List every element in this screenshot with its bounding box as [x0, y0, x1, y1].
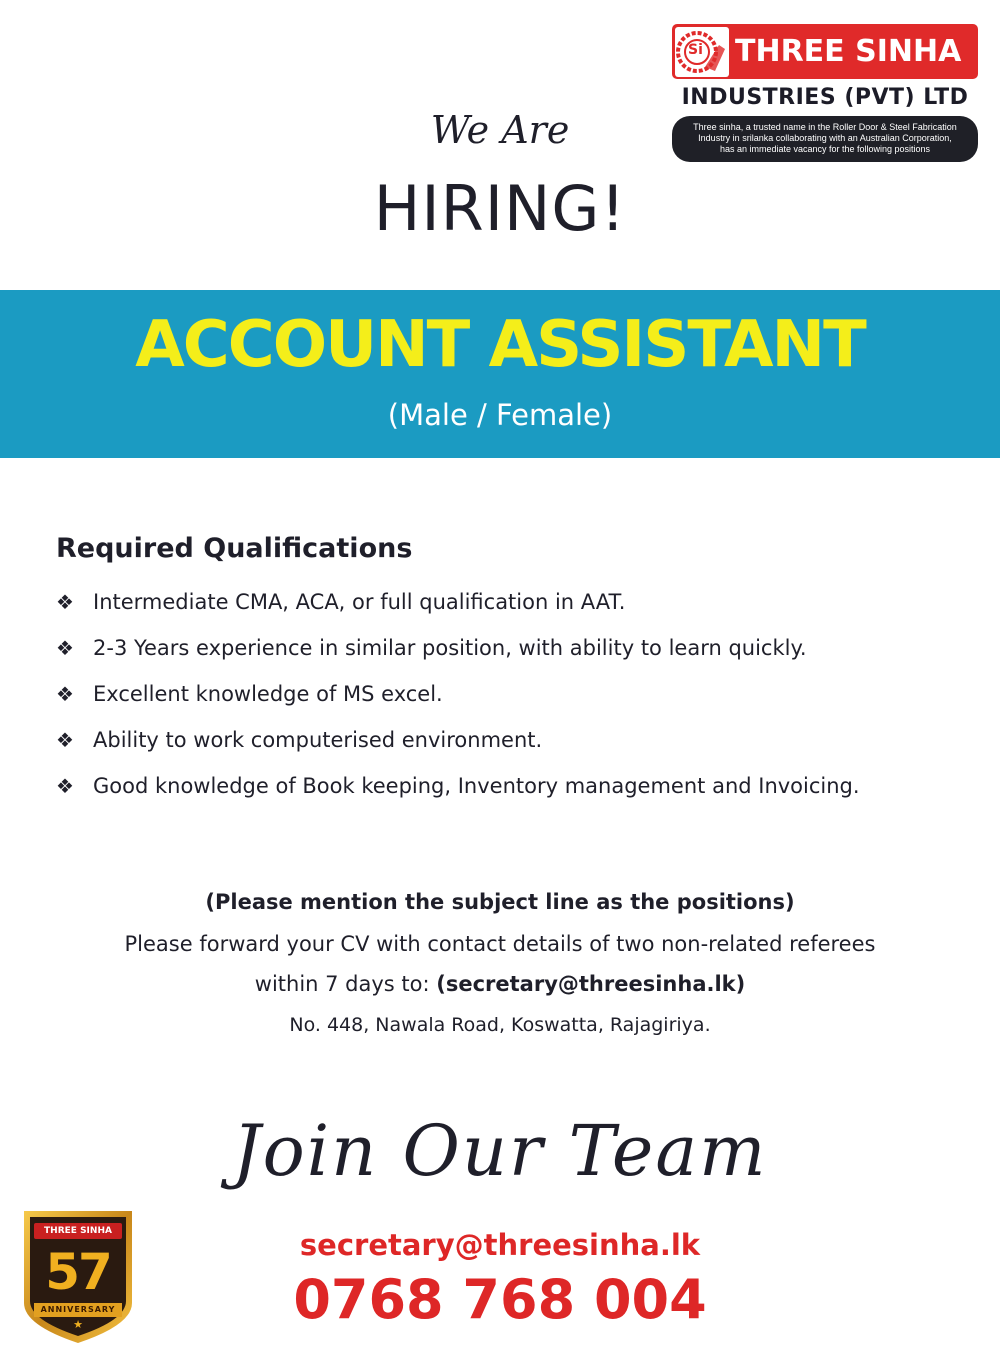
join-our-team-script: Join Our Team — [232, 1110, 768, 1192]
anniversary-badge — [20, 1207, 136, 1345]
logo-tagline — [672, 116, 978, 162]
tagline-line: has an immediate vacancy for the following positions — [719, 144, 931, 154]
logo-subtitle: INDUSTRIES (PVT) LTD — [681, 85, 969, 110]
hiring-heading: HIRING! — [373, 172, 627, 245]
badge-label: ANNIVERSARY — [34, 1303, 122, 1317]
list-item — [56, 774, 860, 820]
list-item — [56, 682, 860, 728]
diamond-bullet-icon: ❖ — [56, 728, 74, 752]
company-address: No. 448, Nawala Road, Koswatta, Rajagiriya. — [289, 1014, 711, 1036]
apply-deadline — [0, 972, 1000, 996]
contact-email-link[interactable]: secretary@threesinha.lk — [299, 1228, 701, 1262]
qualification-text: Intermediate CMA, ACA, or full qualification in AAT. — [93, 590, 626, 614]
qualification-text: Excellent knowledge of MS excel. — [93, 682, 443, 706]
tagline-line: Three sinha, a trusted name in the Roller Door & Steel Fabrication — [693, 122, 957, 132]
star-icon: ★ — [73, 1318, 83, 1331]
apply-email-link[interactable]: (secretary@threesinha.lk) — [436, 972, 746, 996]
logo-mark-text: Si — [688, 41, 703, 58]
contact-phone-link[interactable]: 0768 768 004 — [293, 1268, 707, 1331]
tagline-line: Industry in srilanka collaborating with an Australian Corporation, — [698, 133, 952, 143]
subject-note: (Please mention the subject line as the positions) — [205, 890, 795, 914]
qualification-text: Good knowledge of Book keeping, Inventory management and Invoicing. — [93, 774, 860, 798]
qualifications-heading: Required Qualifications — [56, 533, 413, 564]
we-are-script: We Are — [430, 108, 570, 152]
diamond-bullet-icon: ❖ — [56, 636, 74, 660]
job-gender: (Male / Female) — [387, 398, 613, 432]
badge-brand: THREE SINHA — [34, 1223, 122, 1239]
list-item — [56, 590, 860, 636]
list-item — [56, 636, 860, 682]
diamond-bullet-icon: ❖ — [56, 590, 74, 614]
qualifications-list — [56, 590, 860, 820]
logo-brand-name: THREE SINHA — [735, 34, 962, 69]
job-title: ACCOUNT ASSISTANT — [135, 308, 865, 382]
qualification-text: 2-3 Years experience in similar position, with ability to learn quickly. — [93, 636, 807, 660]
logo-red-bar — [672, 24, 978, 79]
list-item — [56, 728, 860, 774]
qualification-text: Ability to work computerised environment. — [93, 728, 543, 752]
company-logo — [672, 24, 978, 162]
lion-emblem-icon — [675, 27, 729, 77]
apply-instructions: Please forward your CV with contact details of two non-related referees — [124, 932, 876, 956]
diamond-bullet-icon: ❖ — [56, 682, 74, 706]
badge-number: 57 — [45, 1243, 111, 1301]
apply-deadline-text: within 7 days to: — [254, 972, 437, 996]
diamond-bullet-icon: ❖ — [56, 774, 74, 798]
